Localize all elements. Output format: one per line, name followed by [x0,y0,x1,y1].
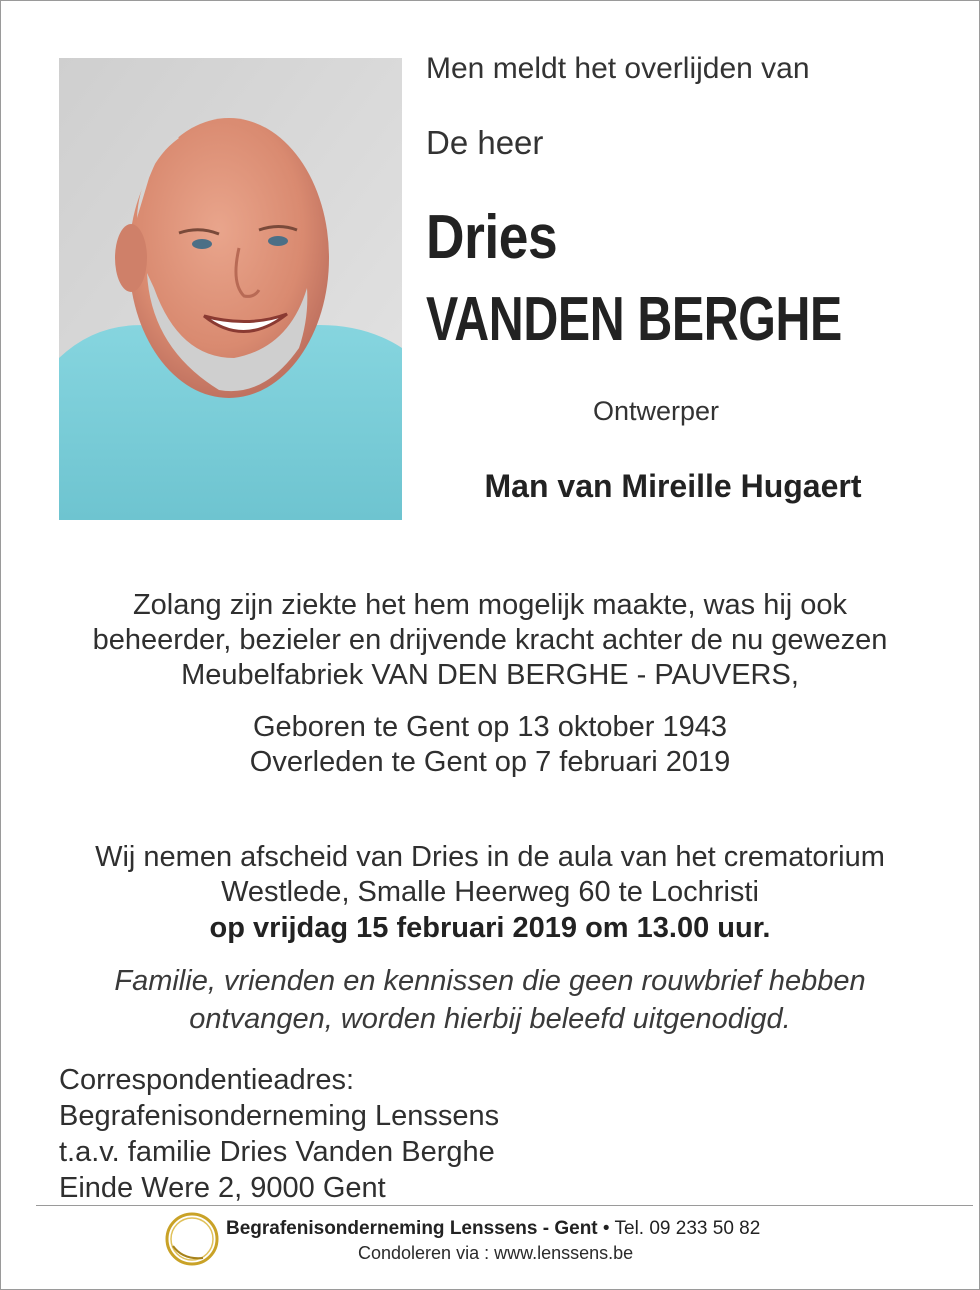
farewell-info [0,840,980,910]
announcement-intro: Men meldt het overlijden van [426,52,810,85]
spouse-line: Man van Mireille Hugaert [484,468,862,504]
honorific: De heer [426,124,544,161]
footer-company-line [226,1218,760,1240]
gold-ring-icon [163,1210,221,1268]
address-line: t.a.v. familie Dries Vanden Berghe [59,1136,495,1168]
death-date: Overleden te Gent op 7 februari 2019 [249,746,731,778]
farewell-date: op vrijdag 15 februari 2019 om 13.00 uur. [209,912,771,944]
biography-line: Meubelfabriek VAN DEN BERGHE - PAUVERS, [181,659,799,691]
phone-number: Tel. 09 233 50 82 [614,1218,761,1239]
life-dates [0,710,980,780]
invitation-text [0,962,980,1038]
profession: Ontwerper [592,396,720,426]
invitation-line: Familie, vrienden en kennissen die geen rouwbrief hebben [114,965,866,997]
condolence-link[interactable]: Condoleren via : www.lenssens.be [358,1243,634,1263]
company-name: Begrafenisonderneming Lenssens - Gent [226,1218,598,1239]
biography-line: beheerder, bezieler en drijvende kracht achter de nu gewezen [92,624,888,656]
deceased-first-name: Dries [426,203,558,272]
farewell-line: Wij nemen afscheid van Dries in de aula van het crematorium [95,841,885,873]
birth-date: Geboren te Gent op 13 oktober 1943 [252,711,727,743]
correspondence-address [59,1062,499,1206]
address-line: Begrafenisonderneming Lenssens [59,1100,500,1132]
biography-line: Zolang zijn ziekte het hem mogelijk maakte, was hij ook [132,589,848,621]
footer-separator: • [597,1218,615,1239]
biography-paragraph [0,588,980,693]
portrait-photo [59,58,402,520]
correspondence-heading: Correspondentieadres: [59,1064,355,1096]
deceased-last-name: VANDEN BERGHE [426,285,842,354]
farewell-line: Westlede, Smalle Heerweg 60 te Lochristi [221,876,759,908]
address-line: Einde Were 2, 9000 Gent [59,1172,386,1204]
footer-divider [36,1205,973,1206]
invitation-line: ontvangen, worden hierbij beleefd uitgenodigd. [189,1003,791,1035]
